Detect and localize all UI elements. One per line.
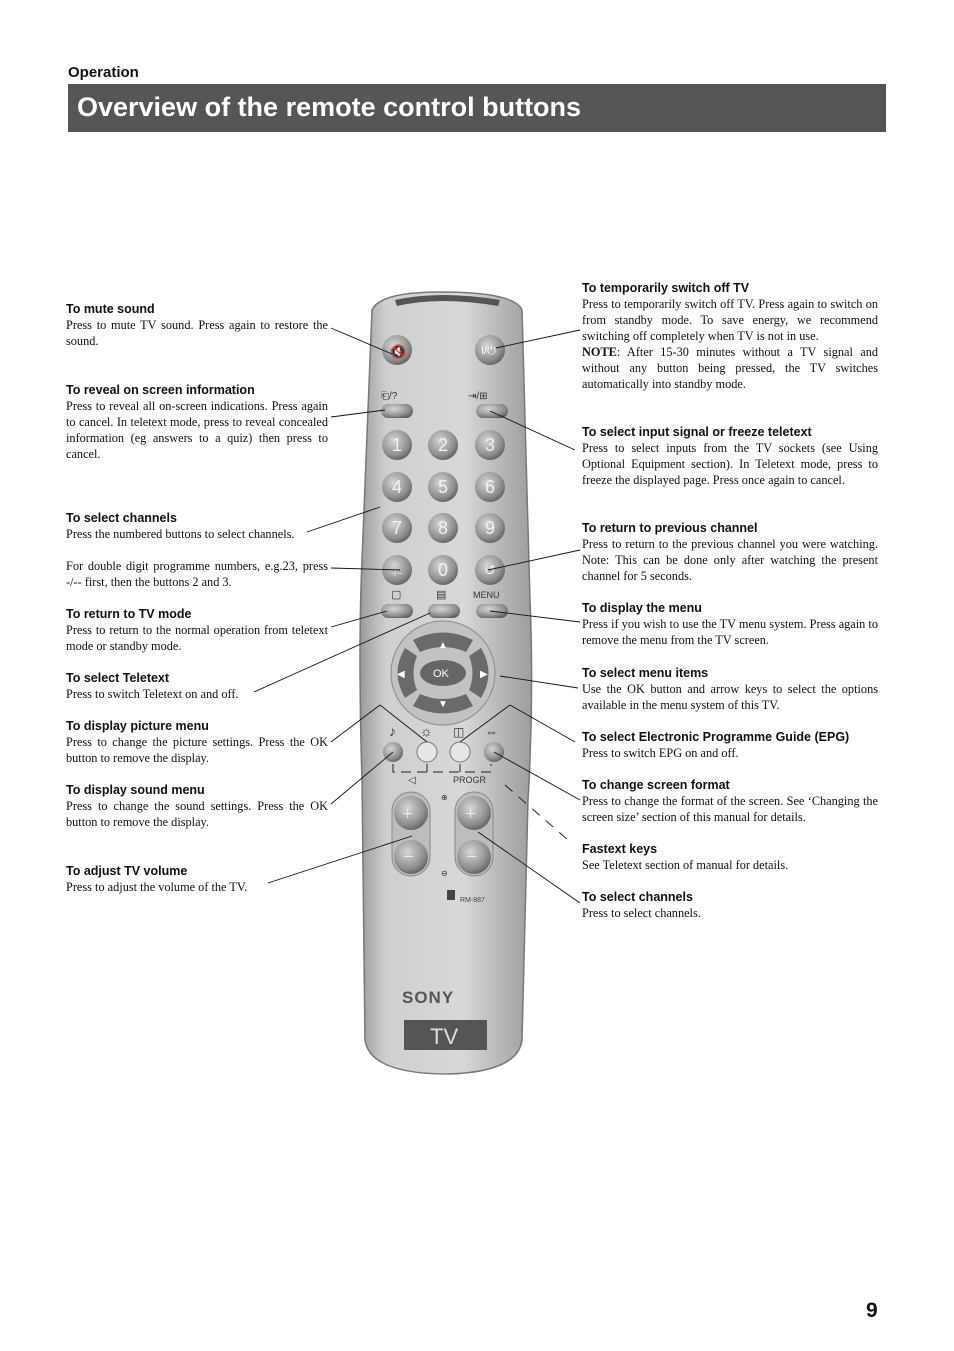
block-title: To select Teletext [66, 671, 170, 685]
digit-label: 0 [437, 560, 449, 580]
digit-label: 7 [391, 518, 403, 538]
display-menu-block [582, 600, 878, 648]
block-title: To temporarily switch off TV [582, 281, 750, 295]
tv-badge-label: TV [430, 1024, 459, 1049]
input-button [476, 404, 508, 418]
teletext-button [428, 604, 460, 618]
reveal-info-block [66, 382, 328, 462]
block-text: Press to select channels. [582, 906, 701, 920]
digit-label: 9 [484, 518, 496, 538]
digit-label: 4 [391, 477, 403, 497]
input-icon: ⇥/⊞ [468, 391, 488, 402]
block-text: Press to select inputs from the TV sockets (see Using Optional Equipment section). In Teletext mode, press to freeze the displayed page. Press once again to cancel. [582, 441, 878, 487]
picture-icon: ☼ [420, 725, 433, 740]
block-title: To change screen format [582, 778, 730, 792]
left-icon: ◀ [397, 669, 405, 680]
page-title: Overview of the remote control buttons [77, 92, 582, 122]
note-label: NOTE [582, 345, 617, 359]
minus-icon: − [466, 846, 478, 868]
down-icon: ▼ [438, 699, 448, 710]
minus-icon: − [403, 846, 415, 868]
block-text: Press to return to the previous channel you were watching. Note: This can be done only after watching the present channel for 5 seconds. [582, 537, 878, 583]
block-text: Press to switch EPG on and off. [582, 746, 739, 760]
brand-logo: SONY [402, 988, 455, 1007]
digit-label: 5 [437, 477, 449, 497]
block-text: Press if you wish to use the TV menu system. Press again to remove the menu from the TV screen. [582, 617, 878, 647]
tv-mode-block [66, 606, 328, 654]
block-title: To select channels [582, 890, 693, 904]
note-text: : After 15-30 minutes without a TV signal and without any button being pressed, the TV switches automatically into standby mode. [582, 345, 878, 391]
block-text: Use the OK button and arrow keys to select the options available in the menu system of this TV. [582, 682, 878, 712]
right-icon: ▶ [480, 669, 488, 680]
tv-mode-icon: ▢ [391, 589, 402, 601]
block-text: Press to change the format of the screen. See ‘Changing the screen size’ section of this manual for details. [582, 794, 878, 824]
block-title: To display picture menu [66, 719, 209, 733]
digit-label: -/-- [391, 568, 403, 578]
block-title: To select channels [66, 511, 177, 525]
teletext-block [66, 670, 328, 702]
mute-sound-block [66, 301, 328, 349]
block-title: To display sound menu [66, 783, 205, 797]
block-text: Press to return to the normal operation from teletext mode or standby mode. [66, 623, 328, 653]
block-title: To reveal on screen information [66, 383, 255, 397]
block-title: To return to TV mode [66, 607, 192, 621]
ok-label: OK [433, 668, 449, 680]
sound-menu-block [66, 782, 328, 830]
page-number: 9 [866, 1299, 878, 1322]
digit-label: 1 [391, 435, 403, 455]
plus-icon: + [402, 803, 414, 825]
model-label: RM-887 [460, 897, 485, 904]
menu-items-block [582, 665, 878, 713]
reveal-icon: ⎗/? [381, 391, 398, 402]
block-text: Press to adjust the volume of the TV. [66, 880, 248, 894]
reveal-button [381, 404, 413, 418]
screen-format-icon: ⇔ [485, 724, 498, 739]
select-channels-right-block [582, 889, 878, 921]
prog-up-icon: ⊕ [441, 793, 448, 802]
picture-menu-button [417, 742, 437, 762]
digit-label: 2 [437, 435, 449, 455]
input-signal-block [582, 424, 878, 488]
block-text: For double digit programme numbers, e.g.23, press -/-- first, then the buttons 2 and 3. [66, 559, 328, 589]
block-title: To select menu items [582, 666, 709, 680]
sound-icon: ♪ [389, 725, 396, 740]
block-text: Press to temporarily switch off TV. Press again to switch on from standby mode. To save energy, we recommend switching off completely when TV is not in use. [582, 297, 878, 343]
section-label: Operation [68, 64, 139, 81]
select-channels-block [66, 510, 328, 590]
epg-button [450, 742, 470, 762]
block-title: To adjust TV volume [66, 864, 188, 878]
epg-icon: ◫ [453, 725, 465, 739]
block-title: To return to previous channel [582, 521, 758, 535]
progr-label: PROGR [453, 775, 487, 785]
up-icon: ▲ [438, 640, 448, 651]
block-text: Press to change the sound settings. Press the OK button to remove the display. [66, 799, 328, 829]
epg-block [582, 729, 878, 761]
plus-icon: + [465, 803, 477, 825]
block-title: Fastext keys [582, 842, 658, 856]
block-title: To select Electronic Programme Guide (EPG) [582, 730, 850, 744]
block-text: Press to switch Teletext on and off. [66, 687, 239, 701]
teletext-icon: ▤ [436, 589, 447, 601]
mute-icon: 🔇 [390, 344, 407, 359]
prog-down-icon: ⊖ [441, 869, 448, 878]
block-title: To display the menu [582, 601, 702, 615]
block-title: To select input signal or freeze teletext [582, 425, 812, 439]
fastext-block [582, 841, 878, 873]
block-text: Press to reveal all on-screen indications. Press again to cancel. In teletext mode, press to reveal concealed information (eg answers to a quiz) then press to cancel. [66, 399, 328, 461]
block-title: To mute sound [66, 302, 155, 316]
block-text: Press to change the picture settings. Press the OK button to remove the display. [66, 735, 328, 765]
block-text: Press the numbered buttons to select channels. [66, 527, 295, 541]
digit-label: 8 [437, 518, 449, 538]
block-text: See Teletext section of manual for details. [582, 858, 789, 872]
picture-menu-block [66, 718, 328, 766]
screen-format-block [582, 777, 878, 825]
volume-icon: ◁ [408, 775, 416, 786]
power-icon: I/⏻ [481, 345, 496, 357]
digit-label: 3 [484, 435, 496, 455]
menu-label: MENU [473, 590, 500, 600]
block-text: Press to mute TV sound. Press again to restore the sound. [66, 318, 328, 348]
digit-label: 6 [484, 477, 496, 497]
switch-off-block [582, 280, 878, 392]
volume-block [66, 863, 328, 895]
previous-channel-icon: ↺ [484, 564, 496, 579]
previous-channel-block [582, 520, 878, 584]
